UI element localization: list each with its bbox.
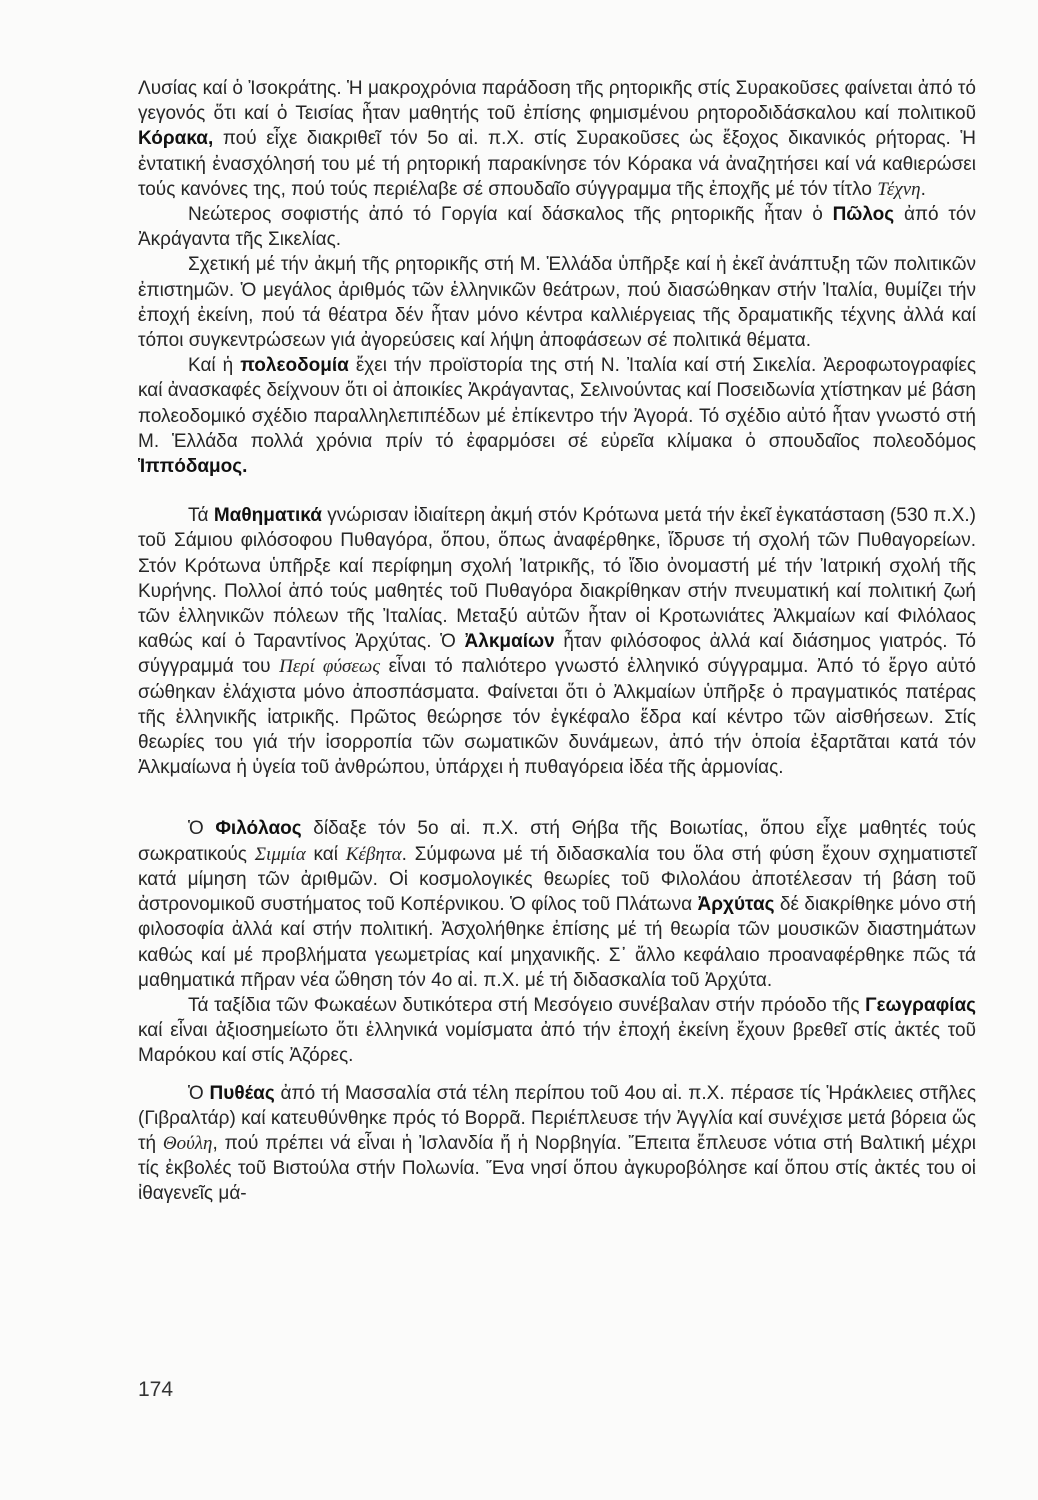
- bold-term: Γεωγραφίας: [865, 994, 976, 1016]
- italic-title: Περί φύσεως: [279, 656, 381, 678]
- text-run: καί: [305, 843, 346, 865]
- bold-term: Ἀλκμαίων: [464, 631, 555, 653]
- text-run: Καί ἡ: [188, 355, 241, 377]
- text-run: Τά ταξίδια τῶν Φωκαέων δυτικότερα στή Μεσόγειο συνέβαλαν στήν πρόοδο τῆς: [188, 994, 866, 1016]
- text-run: Τά: [188, 505, 214, 527]
- text-run: Ὁ: [188, 818, 216, 840]
- text-run: δέ διακρίθηκε μόνο στή φιλοσοφία ἀλλά καί στήν πολιτική. Ἀσχολήθηκε ἐπίσης μέ τή θεωρία τῶν μουσικῶν διαστημάτων καθώς καί μέ προβλήματα γεωμετρίας καί μηχανικῆς. Σ᾽ ἄλλο κεφάλαιο προαναφέρθηκε πῶς τά μαθηματικά πῆραν νέα ὤθηση τόν 4ο αἰ. π.Χ. μέ τή διδασκαλία τοῦ Ἀρχύτα.: [138, 894, 976, 991]
- italic-title: Θούλη: [162, 1132, 213, 1154]
- paragraph-geography: [138, 993, 976, 1069]
- text-run: ἦταν φιλόσοφος ἀλλά καί διάσημος γιατρός. Τό σύγγραμμά του: [138, 631, 977, 678]
- italic-title: Τέχνη: [877, 178, 921, 200]
- text-run: γνώρισαν ἰδιαίτερη ἀκμή στόν Κρότωνα μετά τήν ἐκεῖ ἐγκατάσταση (530 π.Χ.) τοῦ Σάμιου φιλόσοφου Πυθαγόρα, ὅπου, ὅπως ἀναφέρθηκε, ἵδρυσε τή σχολή τῶν Πυθαγορείων. Στόν Κρότωνα ὑπῆρξε καί περίφημη σχολή Ἰατρικῆς, τό ἴδιο ὀνομαστή μέ τήν Ἰατρική σχολή τῆς Κυρήνης. Πολλοί ἀπό τούς μαθητές τοῦ Πυθαγόρα διακρίθηκαν στήν πνευματική καί πολιτική ζωή τῶν ἑλληνικῶν πόλεων τῆς Ἰταλίας. Μεταξύ αὐτῶν ἦταν οἱ Κροτωνιάτες Ἀλκμαίων καί Φιλόλαος καθώς καί ὁ Ταραντίνος Ἀρχύτας. Ὁ: [138, 505, 976, 653]
- paragraph-political-sciences: [138, 252, 976, 353]
- bold-term: Ἀρχύτας: [697, 894, 775, 916]
- page-body: [138, 76, 976, 1207]
- text-run: εἶναι τό παλιότερο γνωστό ἑλληνικό σύγγραμμα. Ἀπό τό ἔργο αὐτό σώθηκαν ἐλάχιστα μόνο ἀποσπάσματα. Φαίνεται ὅτι ὁ Ἀλκμαίων ὑπῆρξε ὁ πραγματικός πατέρας τῆς ἑλληνικῆς ἰατρικῆς. Πρῶτος θεώρησε τόν ἐγκέφαλο ἕδρα καί κέντρο τῶν αἰσθήσεων. Στίς θεωρίες του γιά τήν ἰσορροπία τῶν σωματικῶν δυνάμεων, ἀπό τήν ὁποία ἐξαρτᾶται κατά τόν Ἀλκμαίωνα ἡ ὑγεία τοῦ ἀνθρώπου, ὑπάρχει ἡ πυθαγόρεια ἰδέα τῆς ἁρμονίας.: [138, 656, 976, 779]
- text-run: Ὁ: [188, 1082, 210, 1104]
- text-run: πού εἶχε διακριθεῖ τόν 5ο αἰ. π.Χ. στίς Συρακοῦσες ὡς ἔξοχος δικανικός ρήτορας. Ἡ ἐντατική ἐνασχόλησή του μέ τή ρητορική παρακίνησε τόν Κόρακα νά ἀναζητήσει καί νά καθιερώσει τούς κανόνες της, πού τούς περιέλαβε σέ σπουδαῖο σύγγραμμα τῆς ἐποχῆς μέ τόν τίτλο: [138, 128, 976, 200]
- bold-term: Φιλόλαος: [215, 818, 302, 840]
- paragraph-urban-planning: [138, 353, 976, 479]
- page-number: 174: [138, 1378, 174, 1401]
- bold-term: Κόρακα,: [138, 128, 214, 150]
- paragraph-mathematics: [138, 503, 976, 780]
- text-run: ἀπό τή Μασσαλία στά τέλη περίπου τοῦ 4ου αἰ. π.Χ. πέρασε τίς Ἡράκλειες στῆλες (Γιβραλτάρ) καί κατευθύνθηκε πρός τό Βορρᾶ. Περιέπλευσε τήν Ἀγγλία καί συνέχισε μετά βόρεια ὥς τή: [138, 1082, 976, 1154]
- text-run: Νεώτερος σοφιστής ἀπό τό Γοργία καί δάσκαλος τῆς ρητορικῆς ἦταν ὁ: [188, 204, 833, 226]
- text-run: Λυσίας καί ὁ Ἰσοκράτης. Ἡ μακροχρόνια παράδοση τῆς ρητορικῆς στίς Συρακοῦσες φαίνεται ἀπό τό γεγονός ὅτι καί ὁ Τεισίας ἦταν μαθητής τοῦ ἐπίσης φημισμένου ρητοροδιδάσκαλου καί πολιτικοῦ: [138, 78, 976, 125]
- bold-term: Πυθέας: [209, 1082, 275, 1104]
- paragraph-philolaus: [138, 816, 976, 992]
- bold-term: Μαθηματικά: [213, 505, 322, 527]
- paragraph-rhetoric: [138, 76, 976, 202]
- text-run: ἔχει τήν προϊστορία της στή Ν. Ἰταλία καί στή Σικελία. Ἀεροφωτογραφίες καί ἀνασκαφές δείχνουν ὅτι οἱ ἀποικίες Ἀκράγαντας, Σελινούντας καί Ποσειδωνία χτίστηκαν μέ βάση πολεοδομικό σχέδιο παραλληλεπιπέδων μέ ἐπίκεντρο τήν Ἀγορά. Τό σχέδιο αὐτό ἦταν γνωστό στή Μ. Ἑλλάδα πολλά χρόνια πρίν τό ἐφαρμόσει σέ εὐρεῖα κλίμακα ὁ σπουδαῖος πολεοδόμος: [138, 355, 976, 452]
- text-run: ἀπό τόν Ἀκράγαντα τῆς Σικελίας.: [138, 204, 976, 251]
- bold-term: πολεοδομία: [240, 355, 349, 377]
- bold-term: Ἱππόδαμος.: [138, 456, 248, 478]
- text-run: Σχετική μέ τήν ἀκμή τῆς ρητορικῆς στή Μ. Ἑλλάδα ὑπῆρξε καί ἡ ἐκεῖ ἀνάπτυξη τῶν πολιτικῶν ἐπιστημῶν. Ὁ μεγάλος ἀριθμός τῶν ἑλληνικῶν θεάτρων, πού διασώθηκαν στήν Ἰταλία, θυμίζει τήν ἐποχή ἐκείνη, πού τά θέατρα δέν ἦταν μόνο κέντρα καλλιέργειας τῆς δραματικῆς τέχνης ἀλλά καί τόποι συγκεντρώσεων γιά ἀγορεύσεις καί λήψη ἀποφάσεων σέ πολιτικά θέματα.: [138, 254, 976, 352]
- text-run: . Σύμφωνα μέ τή διδασκαλία του ὅλα στή φύση ἔχουν σχηματιστεῖ κατά μίμηση τῶν ἀριθμῶν. Οἱ κοσμολογικές θεωρίες τοῦ Φιλολάου ἀποτέλεσαν τή βάση τοῦ ἀστρονομικοῦ συστήματος τοῦ Κοπέρνικου. Ὁ φίλος τοῦ Πλάτωνα: [138, 843, 977, 916]
- paragraph-pytheas: [138, 1081, 976, 1207]
- text-run: καί εἶναι ἀξιοσημείωτο ὅτι ἑλληνικά νομίσματα ἀπό τήν ἐποχή ἐκείνη ἔχουν βρεθεῖ στίς ἀκτές τοῦ Μαρόκου καί στίς Ἀζόρες.: [138, 1020, 976, 1067]
- text-run: δίδαξε τόν 5ο αἰ. π.Χ. στή Θήβα τῆς Βοιωτίας, ὅπου εἶχε μαθητές τούς σωκρατικούς: [138, 818, 976, 865]
- text-run: , πού πρέπει νά εἶναι ἡ Ἰσλανδία ἤ ἡ Νορβηγία. Ἔπειτα ἔπλευσε νότια στή Βαλτική μέχρι τίς ἐκβολές τοῦ Βιστούλα στήν Πολωνία. Ἕνα νησί ὅπου ἀγκυροβόλησε καί ὅπου στίς ἀκτές του οἱ ἰθαγενεῖς μά-: [138, 1132, 976, 1205]
- italic-title: Κέβητα: [345, 843, 402, 865]
- bold-term: Πῶλος: [832, 204, 895, 226]
- text-run: .: [920, 178, 926, 200]
- italic-title: Σιμμία: [254, 843, 306, 865]
- paragraph-polos: [138, 202, 976, 252]
